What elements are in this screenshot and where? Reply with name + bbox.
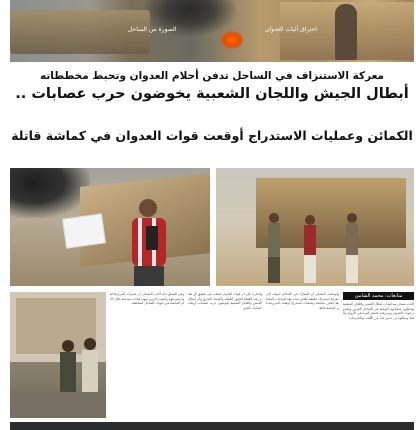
headline-main-line1: أبطال الجيش واللجان الشعبية يخوضون حرب عصابات .. [15, 86, 409, 102]
middle-right-photo [216, 168, 414, 286]
top-photo [10, 0, 414, 62]
bottom-left-photo [10, 292, 106, 418]
headline-subtitle: معركة الاستنزاف في الساحل تدفن أحلام العدوان وتحبط مخططاته [39, 70, 385, 82]
bottom-photo-strip [10, 422, 414, 430]
article-column-1: أكدت مصادر ميدانية أن أبطال الجيش واللجان الشعبية يواصلون عملياتهم النوعية في الساحل الغربي ويكبدون قوات العدوان ومرتزقته خسائر كبيرة في الأرواح والعتاد وتمكنوا من تدمير عدد من الآليات والمدرعات. [343, 302, 414, 320]
photo-caption-left: الصورة من الساحل [128, 26, 177, 33]
fighter-figure [118, 196, 180, 286]
photo-caption-right: احتراق آليات العدوان [265, 26, 317, 33]
soldier-figure [335, 4, 357, 60]
fighters-group [260, 208, 370, 284]
vehicle-and-fighters [10, 292, 106, 418]
middle-left-photo [10, 168, 210, 286]
article-column-3: وأشارت إلى أن قوات العدوان فشلت في تحقيق أي تقدم رغم الغطاء الجوي الكثيف والإسناد البحري وأن أبطال الجيش واللجان الشعبية يخوضون حرب عصابات أربكت حسابات العدو. [188, 292, 262, 310]
smoke-plume [10, 168, 90, 218]
article-column-4: وفي السياق ذاته أكدت المصادر أن عشرات المرتزقة لقوا مصرعهم وأصيب آخرون بينهم قيادات ميدانية خلال الأيام الماضية في جبهات الساحل المختلفة. [110, 292, 184, 306]
article-column-2: وأوضحت المصادر أن المعارك في الساحل تحولت إلى معركة استنزاف حقيقية للعدو حيث تنفذ الوحدات المختلفة كمائن محكمة وعمليات استدراج أوقعت المرتزقة في كماشة قاتلة. [266, 292, 339, 310]
headline-main-line2: الكمائن وعمليات الاستدراج أوقعت قوات العدوان في كماشة قاتلة [11, 128, 413, 143]
paper-document [62, 213, 106, 248]
article-byline: متابعات: محمد الشامي [343, 292, 414, 300]
